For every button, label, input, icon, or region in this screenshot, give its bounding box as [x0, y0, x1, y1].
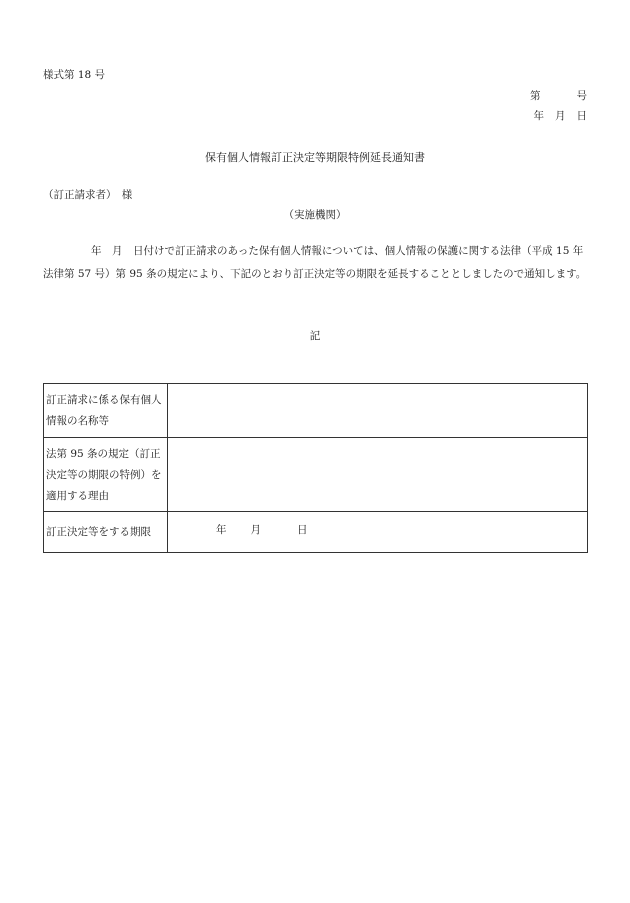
body-text: 年 月 日付けで訂正請求のあった保有個人情報については、個人情報の保護に関する法律（平成 15 年法律第 57 号）第 95 条の規定により、下記のとおり訂正決定等の期限を延長することとしましたので通知します。	[43, 245, 587, 280]
document-number	[530, 88, 587, 103]
deadline-month-label: 月	[250, 524, 261, 536]
ki-heading: 記	[309, 330, 321, 342]
table-row	[44, 438, 588, 512]
date-month-label: 月	[555, 110, 566, 122]
document-number-prefix: 第	[530, 90, 541, 102]
document-title: 保有個人情報訂正決定等期限特例延長通知書	[205, 151, 425, 164]
recipient: （訂正請求者） 様	[43, 189, 133, 201]
document-number-suffix: 号	[576, 90, 587, 102]
document-date	[534, 108, 588, 123]
table-row	[44, 512, 588, 553]
deadline-day-label: 日	[297, 524, 308, 536]
detail-table	[43, 383, 588, 553]
row-label-info-name: 訂正請求に係る保有個人情報の名称等	[44, 384, 168, 438]
date-year-label: 年	[533, 110, 544, 122]
row-value-reason	[168, 438, 588, 512]
deadline-year-label: 年	[216, 524, 227, 536]
form-number: 様式第 18 号	[43, 69, 106, 81]
date-day-label: 日	[576, 110, 587, 122]
row-label-reason: 法第 95 条の規定（訂正決定等の期限の特例）を適用する理由	[44, 438, 168, 512]
issuing-agency: （実施機関）	[283, 209, 347, 221]
table-row	[44, 384, 588, 438]
row-label-deadline: 訂正決定等をする期限	[44, 512, 168, 553]
row-value-deadline	[168, 512, 588, 553]
row-value-info-name	[168, 384, 588, 438]
